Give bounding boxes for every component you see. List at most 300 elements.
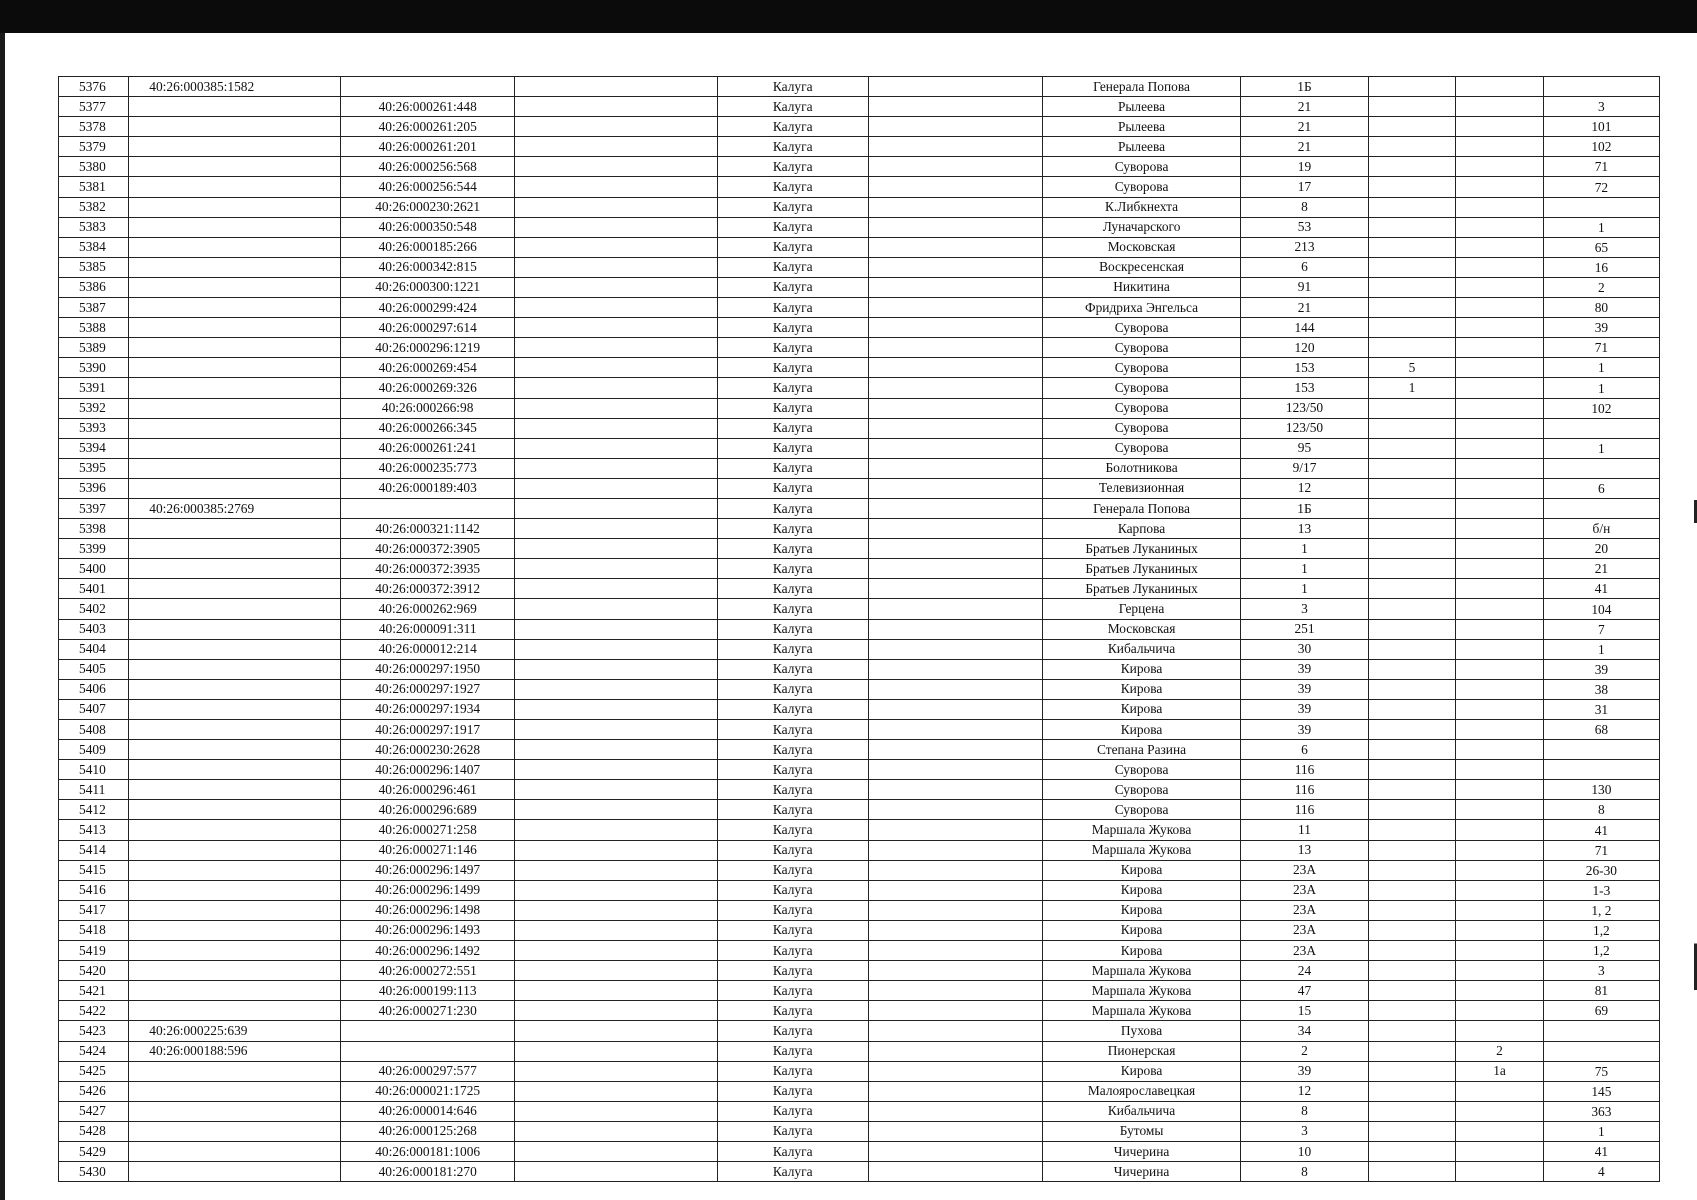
blank-cell [515,97,718,117]
letter-cell [1456,559,1544,579]
scan-left-border [0,33,5,1200]
letter-cell [1456,418,1544,438]
street-cell: Братьев Луканиных [1042,579,1241,599]
cadastral-number-cell [129,519,341,539]
letter-cell [1456,298,1544,318]
record-number-cell: 5412 [59,800,129,820]
table-row [59,1061,1660,1081]
building-cell [1368,1141,1456,1161]
house-number-cell: 251 [1241,619,1368,639]
object-cadastral-number-cell [341,1041,515,1061]
record-number-cell: 5388 [59,318,129,338]
apartment-cell: 41 [1543,1141,1659,1161]
table-row [59,237,1660,257]
building-cell: 1 [1368,378,1456,398]
table-row [59,1121,1660,1141]
letter-cell [1456,398,1544,418]
cadastral-number-cell [129,760,341,780]
object-cadastral-number-cell: 40:26:000296:461 [341,780,515,800]
city-cell: Калуга [717,800,868,820]
table-row [59,1021,1660,1041]
city-cell: Калуга [717,639,868,659]
blank-cell [868,820,1042,840]
apartment-cell [1543,760,1659,780]
street-cell: Кибальчича [1042,1101,1241,1121]
cadastral-number-cell [129,840,341,860]
blank-cell [868,659,1042,679]
house-number-cell: 23А [1241,860,1368,880]
object-cadastral-number-cell: 40:26:000189:403 [341,478,515,498]
letter-cell [1456,378,1544,398]
house-number-cell: 21 [1241,298,1368,318]
city-cell: Калуга [717,860,868,880]
building-cell [1368,438,1456,458]
blank-cell [515,378,718,398]
cadastral-number-cell [129,177,341,197]
blank-cell [868,1141,1042,1161]
apartment-cell: 41 [1543,579,1659,599]
table-row [59,257,1660,277]
record-number-cell: 5406 [59,679,129,699]
street-cell: Кирова [1042,659,1241,679]
house-number-cell: 53 [1241,217,1368,237]
object-cadastral-number-cell: 40:26:000296:1493 [341,920,515,940]
blank-cell [868,478,1042,498]
apartment-cell: 1 [1543,217,1659,237]
cadastral-number-cell [129,217,341,237]
blank-cell [515,498,718,518]
house-number-cell: 116 [1241,800,1368,820]
record-number-cell: 5408 [59,720,129,740]
street-cell: Суворова [1042,157,1241,177]
street-cell: Суворова [1042,438,1241,458]
table-row [59,157,1660,177]
letter-cell [1456,760,1544,780]
record-number-cell: 5385 [59,257,129,277]
blank-cell [868,498,1042,518]
cadastral-number-cell [129,780,341,800]
table-row [59,961,1660,981]
table-row [59,1162,1660,1182]
letter-cell [1456,981,1544,1001]
record-number-cell: 5418 [59,920,129,940]
blank-cell [868,800,1042,820]
record-number-cell: 5395 [59,458,129,478]
blank-cell [515,137,718,157]
cadastral-number-cell [129,378,341,398]
house-number-cell: 8 [1241,1101,1368,1121]
street-cell: Кирова [1042,860,1241,880]
object-cadastral-number-cell: 40:26:000297:614 [341,318,515,338]
house-number-cell: 6 [1241,740,1368,760]
street-cell: Братьев Луканиных [1042,539,1241,559]
object-cadastral-number-cell: 40:26:000181:1006 [341,1141,515,1161]
building-cell [1368,579,1456,599]
building-cell [1368,498,1456,518]
apartment-cell [1543,458,1659,478]
blank-cell [868,619,1042,639]
apartment-cell: 3 [1543,961,1659,981]
blank-cell [868,338,1042,358]
street-cell: Братьев Луканиных [1042,559,1241,579]
city-cell: Калуга [717,478,868,498]
blank-cell [868,1121,1042,1141]
street-cell: Кирова [1042,880,1241,900]
building-cell [1368,478,1456,498]
blank-cell [868,97,1042,117]
cadastral-number-cell: 40:26:000385:2769 [129,498,341,518]
apartment-cell [1543,740,1659,760]
blank-cell [515,358,718,378]
building-cell [1368,539,1456,559]
object-cadastral-number-cell: 40:26:000230:2628 [341,740,515,760]
blank-cell [515,800,718,820]
building-cell [1368,780,1456,800]
object-cadastral-number-cell: 40:26:000262:969 [341,599,515,619]
record-number-cell: 5383 [59,217,129,237]
street-cell: Суворова [1042,398,1241,418]
blank-cell [515,1021,718,1041]
letter-cell [1456,840,1544,860]
table-row [59,197,1660,217]
object-cadastral-number-cell: 40:26:000300:1221 [341,277,515,297]
apartment-cell: 69 [1543,1001,1659,1021]
table-row [59,820,1660,840]
house-number-cell: 23А [1241,920,1368,940]
table-row [59,378,1660,398]
table-row [59,539,1660,559]
cadastral-number-cell [129,981,341,1001]
apartment-cell: 6 [1543,478,1659,498]
city-cell: Калуга [717,760,868,780]
letter-cell [1456,338,1544,358]
city-cell: Калуга [717,740,868,760]
table-row [59,579,1660,599]
blank-cell [515,157,718,177]
city-cell: Калуга [717,539,868,559]
blank-cell [868,559,1042,579]
house-number-cell: 21 [1241,117,1368,137]
apartment-cell: 8 [1543,800,1659,820]
table-row [59,358,1660,378]
building-cell [1368,699,1456,719]
street-cell: Суворова [1042,780,1241,800]
object-cadastral-number-cell: 40:26:000297:1917 [341,720,515,740]
table-row [59,981,1660,1001]
blank-cell [515,458,718,478]
city-cell: Калуга [717,117,868,137]
cadastral-number-cell [129,358,341,378]
letter-cell [1456,740,1544,760]
city-cell: Калуга [717,77,868,97]
cadastral-number-cell [129,860,341,880]
blank-cell [515,217,718,237]
blank-cell [515,880,718,900]
blank-cell [515,920,718,940]
blank-cell [868,599,1042,619]
cadastral-number-cell [129,740,341,760]
street-cell: Никитина [1042,277,1241,297]
record-number-cell: 5401 [59,579,129,599]
building-cell [1368,1162,1456,1182]
blank-cell [515,237,718,257]
building-cell [1368,157,1456,177]
house-number-cell: 1Б [1241,77,1368,97]
apartment-cell: 1-3 [1543,880,1659,900]
record-number-cell: 5425 [59,1061,129,1081]
cadastral-number-cell [129,157,341,177]
record-number-cell: 5405 [59,659,129,679]
city-cell: Калуга [717,438,868,458]
house-number-cell: 8 [1241,197,1368,217]
building-cell [1368,800,1456,820]
letter-cell [1456,961,1544,981]
letter-cell [1456,177,1544,197]
house-number-cell: 120 [1241,338,1368,358]
object-cadastral-number-cell [341,1021,515,1041]
city-cell: Калуга [717,961,868,981]
building-cell [1368,117,1456,137]
table-row [59,880,1660,900]
blank-cell [868,197,1042,217]
apartment-cell: 1,2 [1543,941,1659,961]
street-cell: Фридриха Энгельса [1042,298,1241,318]
letter-cell [1456,619,1544,639]
apartment-cell: 26-30 [1543,860,1659,880]
city-cell: Калуга [717,679,868,699]
blank-cell [868,137,1042,157]
object-cadastral-number-cell: 40:26:000261:201 [341,137,515,157]
blank-cell [515,1061,718,1081]
table-row [59,800,1660,820]
house-number-cell: 47 [1241,981,1368,1001]
object-cadastral-number-cell: 40:26:000296:689 [341,800,515,820]
cadastral-number-cell [129,579,341,599]
blank-cell [868,1081,1042,1101]
blank-cell [868,77,1042,97]
building-cell [1368,1001,1456,1021]
blank-cell [868,1162,1042,1182]
building-cell [1368,137,1456,157]
blank-cell [515,539,718,559]
table-row [59,860,1660,880]
apartment-cell: 71 [1543,338,1659,358]
cadastral-number-cell [129,318,341,338]
object-cadastral-number-cell: 40:26:000296:1219 [341,338,515,358]
city-cell: Калуга [717,840,868,860]
house-number-cell: 39 [1241,679,1368,699]
blank-cell [868,740,1042,760]
blank-cell [515,318,718,338]
letter-cell [1456,941,1544,961]
blank-cell [515,1121,718,1141]
blank-cell [868,639,1042,659]
house-number-cell: 13 [1241,519,1368,539]
house-number-cell: 1Б [1241,498,1368,518]
building-cell [1368,981,1456,1001]
house-number-cell: 19 [1241,157,1368,177]
record-number-cell: 5397 [59,498,129,518]
city-cell: Калуга [717,318,868,338]
street-cell: Малоярославецкая [1042,1081,1241,1101]
object-cadastral-number-cell: 40:26:000297:577 [341,1061,515,1081]
letter-cell [1456,639,1544,659]
blank-cell [868,398,1042,418]
letter-cell [1456,77,1544,97]
building-cell [1368,217,1456,237]
table-row [59,1081,1660,1101]
apartment-cell: 1, 2 [1543,900,1659,920]
cadastral-number-cell [129,1101,341,1121]
city-cell: Калуга [717,619,868,639]
city-cell: Калуга [717,780,868,800]
blank-cell [515,1001,718,1021]
street-cell: Кирова [1042,699,1241,719]
table-row [59,941,1660,961]
blank-cell [868,539,1042,559]
house-number-cell: 8 [1241,1162,1368,1182]
city-cell: Калуга [717,97,868,117]
street-cell: Суворова [1042,418,1241,438]
record-number-cell: 5404 [59,639,129,659]
house-number-cell: 9/17 [1241,458,1368,478]
table-row [59,318,1660,338]
table-row [59,1101,1660,1121]
record-number-cell: 5414 [59,840,129,860]
letter-cell [1456,599,1544,619]
letter-cell [1456,720,1544,740]
object-cadastral-number-cell: 40:26:000125:268 [341,1121,515,1141]
table-row [59,498,1660,518]
record-number-cell: 5392 [59,398,129,418]
house-number-cell: 116 [1241,780,1368,800]
blank-cell [868,981,1042,1001]
apartment-cell: 16 [1543,257,1659,277]
blank-cell [868,1001,1042,1021]
city-cell: Калуга [717,1041,868,1061]
object-cadastral-number-cell: 40:26:000297:1950 [341,659,515,679]
letter-cell [1456,679,1544,699]
blank-cell [868,519,1042,539]
building-cell [1368,599,1456,619]
scan-top-border [0,0,1697,33]
building-cell [1368,740,1456,760]
apartment-cell: 7 [1543,619,1659,639]
blank-cell [868,941,1042,961]
cadastral-number-cell [129,117,341,137]
house-number-cell: 95 [1241,438,1368,458]
object-cadastral-number-cell: 40:26:000185:266 [341,237,515,257]
apartment-cell: 65 [1543,237,1659,257]
building-cell [1368,720,1456,740]
cadastral-number-cell [129,1061,341,1081]
object-cadastral-number-cell: 40:26:000296:1407 [341,760,515,780]
building-cell [1368,619,1456,639]
table-row [59,619,1660,639]
house-number-cell: 12 [1241,478,1368,498]
object-cadastral-number-cell: 40:26:000297:1927 [341,679,515,699]
street-cell: Кирова [1042,720,1241,740]
blank-cell [868,1101,1042,1121]
apartment-cell: 1 [1543,438,1659,458]
house-number-cell: 39 [1241,659,1368,679]
object-cadastral-number-cell: 40:26:000321:1142 [341,519,515,539]
letter-cell [1456,197,1544,217]
object-cadastral-number-cell: 40:26:000271:230 [341,1001,515,1021]
table-row [59,699,1660,719]
object-cadastral-number-cell: 40:26:000342:815 [341,257,515,277]
table-row [59,77,1660,97]
city-cell: Калуга [717,177,868,197]
letter-cell: 1а [1456,1061,1544,1081]
cadastral-number-cell: 40:26:000385:1582 [129,77,341,97]
city-cell: Калуга [717,1001,868,1021]
city-cell: Калуга [717,418,868,438]
city-cell: Калуга [717,498,868,518]
street-cell: Чичерина [1042,1141,1241,1161]
building-cell [1368,639,1456,659]
building-cell [1368,257,1456,277]
blank-cell [515,780,718,800]
cadastral-number-cell [129,97,341,117]
apartment-cell: 4 [1543,1162,1659,1182]
blank-cell [515,840,718,860]
street-cell: Маршала Жукова [1042,1001,1241,1021]
cadastral-number-cell [129,458,341,478]
building-cell [1368,338,1456,358]
street-cell: Рылеева [1042,137,1241,157]
letter-cell [1456,1081,1544,1101]
blank-cell [515,559,718,579]
street-cell: Телевизионная [1042,478,1241,498]
object-cadastral-number-cell: 40:26:000271:146 [341,840,515,860]
register-table-body [59,77,1660,1182]
apartment-cell [1543,498,1659,518]
object-cadastral-number-cell: 40:26:000272:551 [341,961,515,981]
city-cell: Калуга [717,981,868,1001]
building-cell [1368,1041,1456,1061]
apartment-cell: 31 [1543,699,1659,719]
street-cell: Генерала Попова [1042,77,1241,97]
cadastral-number-cell [129,197,341,217]
blank-cell [515,478,718,498]
record-number-cell: 5379 [59,137,129,157]
building-cell [1368,880,1456,900]
table-row [59,599,1660,619]
street-cell: Пухова [1042,1021,1241,1041]
object-cadastral-number-cell: 40:26:000181:270 [341,1162,515,1182]
blank-cell [868,117,1042,137]
letter-cell [1456,1141,1544,1161]
house-number-cell: 1 [1241,559,1368,579]
house-number-cell: 1 [1241,539,1368,559]
table-row [59,177,1660,197]
house-number-cell: 11 [1241,820,1368,840]
blank-cell [515,418,718,438]
street-cell: Маршала Жукова [1042,840,1241,860]
street-cell: Суворова [1042,177,1241,197]
table-row [59,338,1660,358]
street-cell: Кирова [1042,920,1241,940]
cadastral-number-cell [129,257,341,277]
cadastral-number-cell [129,619,341,639]
house-number-cell: 3 [1241,1121,1368,1141]
cadastral-number-cell [129,137,341,157]
city-cell: Калуга [717,920,868,940]
street-cell: Суворова [1042,800,1241,820]
city-cell: Калуга [717,237,868,257]
apartment-cell [1543,1041,1659,1061]
